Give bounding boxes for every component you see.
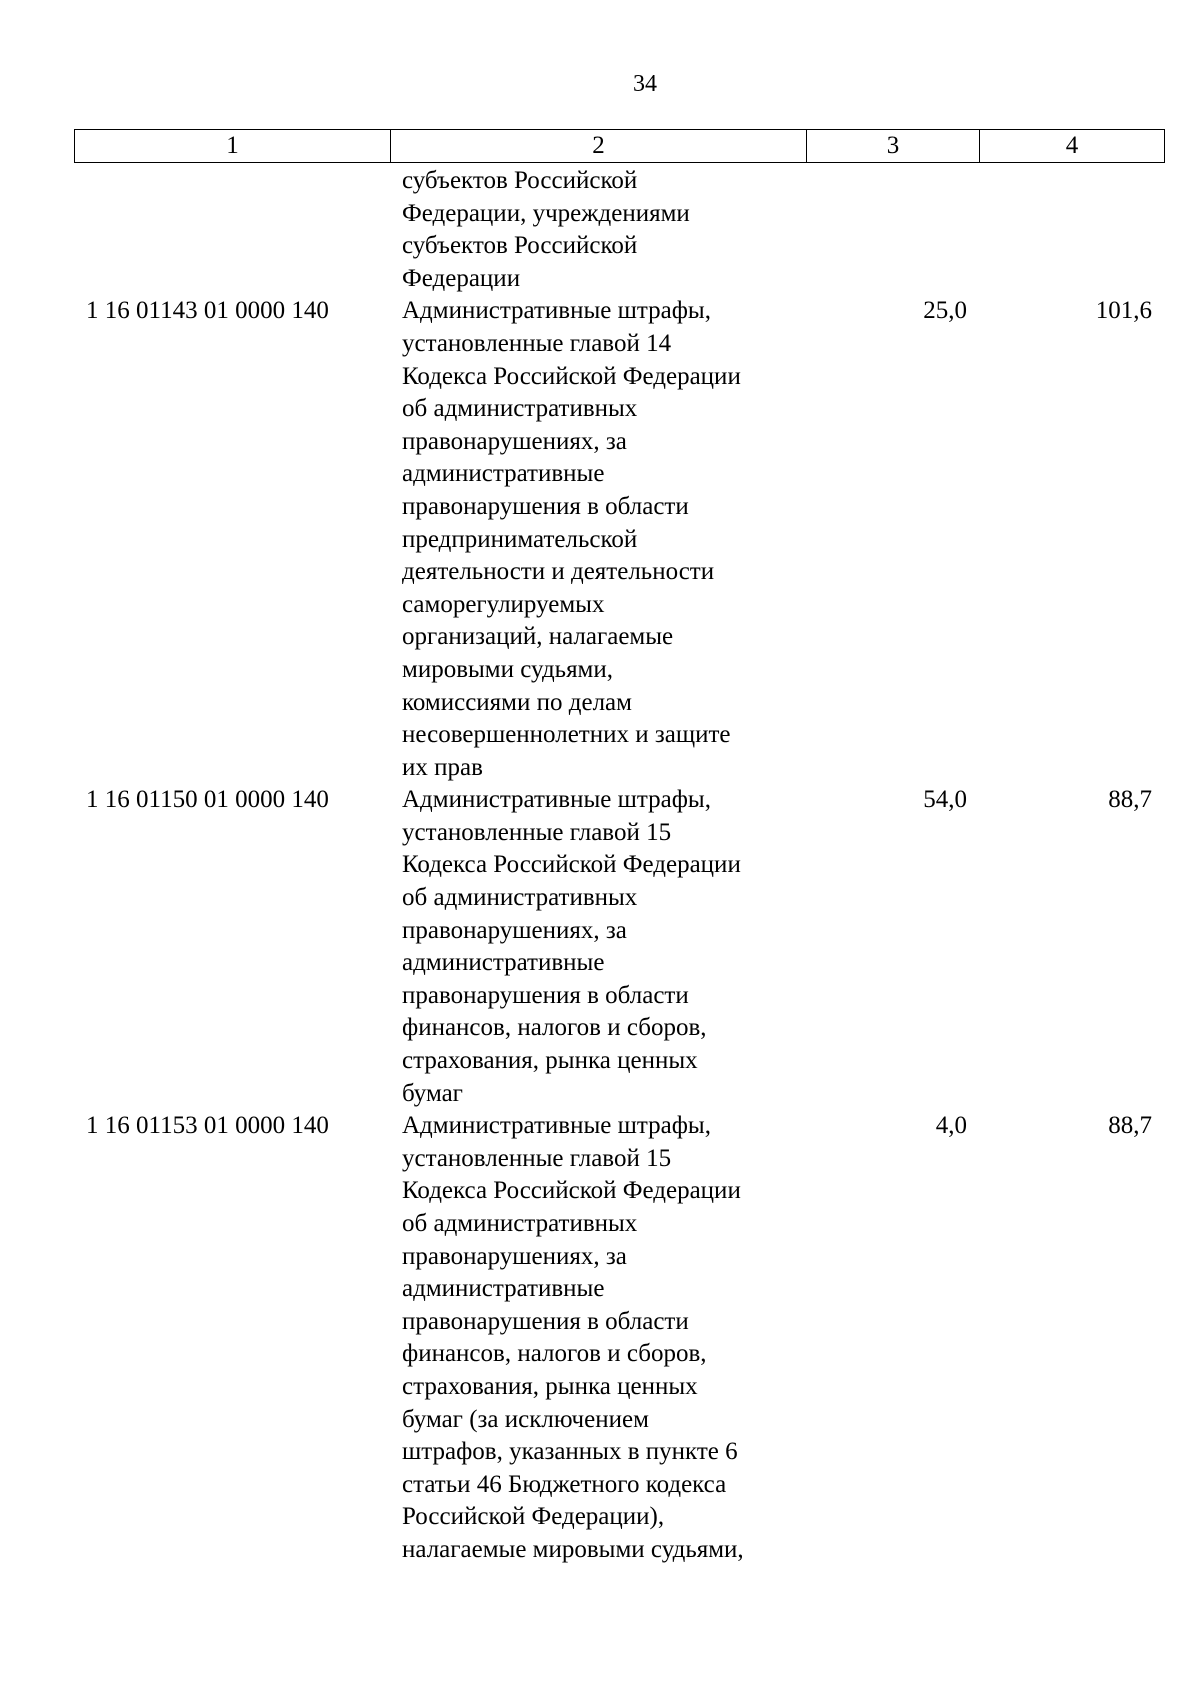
description-line: правонарушения в области <box>402 1307 689 1335</box>
description-line: установленные главой 14 <box>402 329 672 357</box>
description-line: субъектов Российской <box>402 167 638 194</box>
description-line: Российской Федерации), <box>402 1503 665 1531</box>
description-line: бумаг (за исключением <box>402 1405 649 1433</box>
description-line: комиссиями по делам <box>402 688 632 716</box>
description-line: финансов, налогов и сборов, <box>402 1014 707 1042</box>
description-line: организаций, налагаемые <box>402 623 674 651</box>
code-cell <box>74 165 390 295</box>
description-cell <box>390 165 806 295</box>
description-line: несовершеннолетних и защите <box>402 721 731 749</box>
value-col-3 <box>806 165 979 295</box>
description-line: установленные главой 15 <box>402 818 672 846</box>
header-col-2: 2 <box>391 130 807 163</box>
description-line: об административных <box>402 884 638 912</box>
description-line: правонарушения в области <box>402 492 689 520</box>
header-col-4: 4 <box>980 130 1165 163</box>
description-line: Кодекса Российской Федерации <box>402 1177 741 1205</box>
description-line: статьи 46 Бюджетного кодекса <box>402 1470 727 1498</box>
description-line: предпринимательской <box>402 525 638 553</box>
description-line: Кодекса Российской Федерации <box>402 362 741 390</box>
description-line: Административные штрафы, <box>402 1112 711 1140</box>
description-line: правонарушения в области <box>402 981 689 1009</box>
table-header <box>74 129 1165 163</box>
code-cell: 1 16 01150 01 0000 140 <box>86 786 329 814</box>
description-line: административные <box>402 1275 605 1303</box>
description-cell <box>390 295 806 784</box>
description-line: их прав <box>402 753 483 781</box>
page-number: 34 <box>633 71 657 97</box>
description-cell <box>390 1110 806 1566</box>
description-line: финансов, налогов и сборов, <box>402 1340 707 1368</box>
value-col-4 <box>979 165 1164 295</box>
value-col-3: 54,0 <box>923 786 967 814</box>
table-row <box>74 784 1164 1110</box>
description-line: административные <box>402 460 605 488</box>
description-line: правонарушениях, за <box>402 1242 627 1270</box>
description-line: страхования, рынка ценных <box>402 1047 698 1075</box>
value-col-4: 88,7 <box>1108 1112 1152 1140</box>
description-line: Федерации, учреждениями <box>402 199 690 227</box>
description-cell <box>390 784 806 1110</box>
header-col-3: 3 <box>807 130 980 163</box>
description-line: Административные штрафы, <box>402 297 711 325</box>
description-line: Федерации <box>402 264 521 292</box>
table-row <box>74 1110 1164 1566</box>
code-cell: 1 16 01153 01 0000 140 <box>86 1112 329 1140</box>
header-row <box>75 130 1165 163</box>
description-line: штрафов, указанных в пункте 6 <box>402 1438 738 1466</box>
description-line: установленные главой 15 <box>402 1144 672 1172</box>
table-body <box>74 165 1164 1567</box>
code-cell: 1 16 01143 01 0000 140 <box>86 297 329 325</box>
value-col-3: 25,0 <box>923 297 967 325</box>
description-line: налагаемые мировыми судьями, <box>402 1535 744 1563</box>
description-line: правонарушениях, за <box>402 916 627 944</box>
description-line: страхования, рынка ценных <box>402 1372 698 1400</box>
description-line: правонарушениях, за <box>402 427 627 455</box>
description-line: Кодекса Российской Федерации <box>402 851 741 879</box>
header-col-1: 1 <box>75 130 391 163</box>
value-col-4: 101,6 <box>1095 297 1152 325</box>
description-line: субъектов Российской <box>402 232 638 260</box>
description-line: об административных <box>402 1210 638 1237</box>
description-line: административные <box>402 949 605 977</box>
description-line: об административных <box>402 395 638 423</box>
description-line: Административные штрафы, <box>402 786 711 814</box>
value-col-4: 88,7 <box>1108 786 1152 814</box>
value-col-3: 4,0 <box>935 1112 967 1140</box>
table-row <box>74 295 1164 784</box>
table-row-continuation <box>74 165 1164 295</box>
description-line: саморегулируемых <box>402 590 605 618</box>
description-line: деятельности и деятельности <box>402 558 715 586</box>
description-line: мировыми судьями, <box>402 655 614 683</box>
description-line: бумаг <box>402 1079 463 1107</box>
